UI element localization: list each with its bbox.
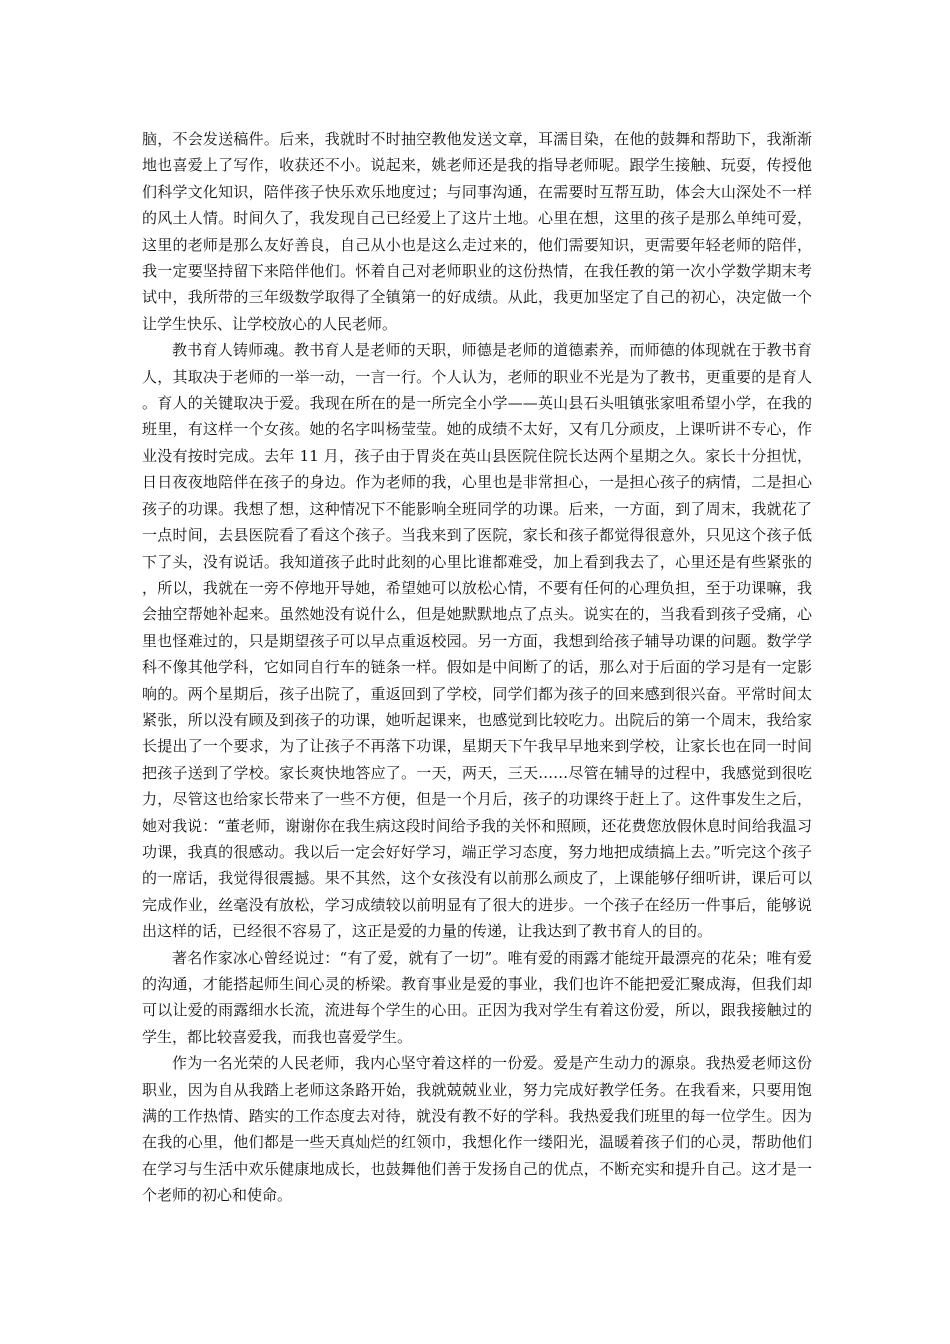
- paragraph-teaching: 教书育人铸师魂。教书育人是老师的天职，师德是老师的道德素养，而师德的体现就在于教书育人，其取决于老师的一举一动，一言一行。个人认为，老师的职业不光是为了教书，更重要的是育人。育人的关键取决于爱。我现在所在的是一所完全小学——英山县石头咀镇张家咀希望小学，在我的班里，有这样一个女孩。她的名字叫杨莹莹。她的成绩不太好，又有几分顽皮，上课听讲不专心，作业没有按时完成。去年 11 月，孩子由于胃炎在英山县医院住院长达两个星期之久。家长十分担忧，日日夜夜地陪伴在孩子的身边。作为老师的我，心里也是非常担心，一是担心孩子的病情，二是担心孩子的功课。我想了想，这种情况下不能影响全班同学的功课。后来，一方面，到了周末，我就花了一点时间，去县医院看了看这个孩子。当我来到了医院，家长和孩子都觉得很意外，只见这个孩子低下了头，没有说话。我知道孩子此时此刻的心里比谁都难受，加上看到我去了，心里还是有些紧张的，所以，我就在一旁不停地开导她，希望她可以放松心情，不要有任何的心理负担，至于功课嘛，我会抽空帮她补起来。虽然她没有说什么，但是她默默地点了点头。说实在的，当我看到孩子受痛，心里也怪难过的，只是期望孩子可以早点重返校园。另一方面，我想到给孩子辅导功课的问题。数学学科不像其他学科，它如同自行车的链条一样。假如是中间断了的话，那么对于后面的学习是有一定影响的。两个星期后，孩子出院了，重返回到了学校，同学们都为孩子的回来感到很兴奋。平常时间太紧张，所以没有顾及到孩子的功课，她听起课来，也感觉到比较吃力。出院后的第一个周末，我给家长提出了一个要求，为了让孩子不再落下功课，星期天下午我早早地来到学校，让家长也在同一时间把孩子送到了学校。家长爽快地答应了。一天，两天，三天……尽管在辅导的过程中，我感觉到很吃力，尽管这也给家长带来了一些不方便，但是一个月后，孩子的功课终于赶上了。这件事发生之后，她对我说：“董老师，谢谢你在我生病这段时间给予我的关怀和照顾，还花费您放假休息时间给我温习功课，我真的很感动。我以后一定会好好学习，端正学习态度，努力地把成绩搞上去。”听完这个孩子的一席话，我觉得很震撼。果不其然，这个女孩没有以前那么顽皮了，上课能够仔细听讲，课后可以完成作业，丝毫没有放松，学习成绩较以前明显有了很大的进步。一个孩子在经历一件事后，能够说出这样的话，已经很不容易了，这正是爱的力量的传递，让我达到了教书育人的目的。: [142, 341, 812, 941]
- paragraph-continuation: 脑，不会发送稿件。后来，我就时不时抽空教他发送文章，耳濡目染，在他的鼓舞和帮助下，我渐渐地也喜爱上了写作，收获还不小。说起来，姚老师还是我的指导老师呢。跟学生接触、玩耍，传授他们科学文化知识，陪伴孩子快乐欢乐地度过；与同事沟通，在需要时互帮互助，体会大山深处不一样的风土人情。时间久了，我发现自己已经爱上了这片土地。心里在想，这里的孩子是那么单纯可爱，这里的老师是那么友好善良，自己从小也是这么走过来的，他们需要知识，更需要年轻老师的陪伴，我一定要坚持留下来陪伴他们。怀着自己对老师职业的这份热情，在我任教的第一次小学数学期末考试中，我所带的三年级数学取得了全镇第一的好成绩。从此，我更加坚定了自己的初心，决定做一个让学生快乐、让学校放心的人民老师。: [142, 130, 812, 333]
- paragraph-mission: 作为一名光荣的人民老师，我内心坚守着这样的一份爱。爱是产生动力的源泉。我热爱老师这份职业，因为自从我踏上老师这条路开始，我就兢兢业业，努力完成好教学任务。在我看来，只要用饱满的工作热情、踏实的工作态度去对待，就没有教不好的学科。我热爱我们班里的每一位学生。因为在我的心里，他们都是一些天真灿烂的红领巾，我想化作一缕阳光，温暖着孩子们的心灵，帮助他们在学习与生活中欢乐健康地成长，也鼓舞他们善于发扬自己的优点，不断充实和提升自己。这才是一个老师的初心和使命。: [142, 1054, 812, 1205]
- paragraph-bingxin-quote: 著名作家冰心曾经说过：“有了爱，就有了一切”。唯有爱的雨露才能绽开最漂亮的花朵；唯有爱的沟通，才能搭起师生间心灵的桥梁。教育事业是爱的事业，我们也许不能把爱汇聚成海，但我们却可以让爱的雨露细水长流，流进每个学生的心田。正因为我对学生有着这份爱，所以，跟我接触过的学生，都比较喜爱我，而我也喜爱学生。: [142, 948, 812, 1046]
- document-body: [142, 126, 812, 1209]
